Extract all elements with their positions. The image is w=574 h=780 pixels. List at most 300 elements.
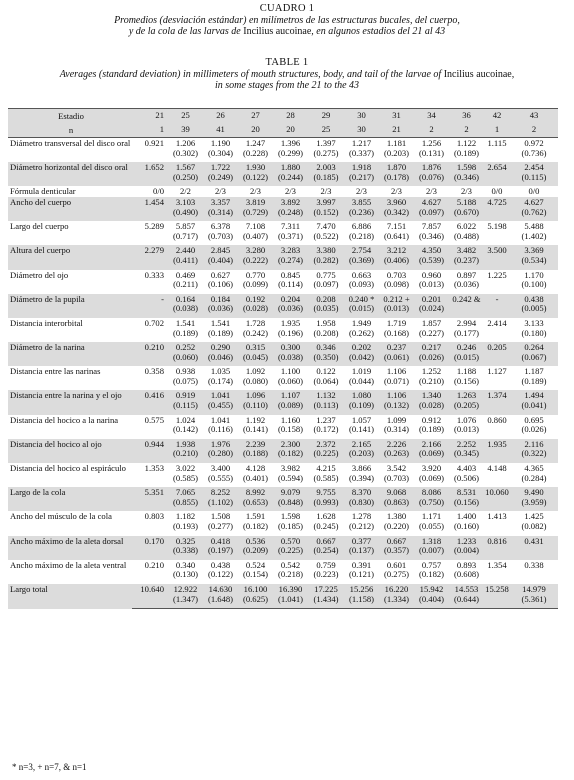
sd-cell: (0.350) [308, 353, 344, 367]
sd-cell: (0.274) [273, 256, 308, 270]
mean-cell: 0.202 [344, 342, 379, 353]
sd-cell: (0.046) [203, 353, 238, 367]
mean-cell: 8.992 [238, 487, 273, 498]
mean-cell: 1.949 [351, 317, 372, 328]
sd-cell: (0.248) [273, 208, 308, 222]
mean-cell: 2.414 [487, 317, 507, 328]
mean-cell: 0.438 [210, 559, 231, 570]
sd-cell: (0.080) [242, 375, 269, 386]
mean-cell: 3.819 [238, 197, 273, 208]
sd-cell: (0.203) [383, 147, 410, 158]
mean-cell: 3.400 [210, 463, 231, 474]
mean-cell: 1.080 [344, 390, 379, 401]
mean-cell: 2/3 [285, 186, 296, 197]
sd-cell: (0.099) [242, 279, 269, 290]
mean-cell: 1.076 [456, 414, 477, 425]
mean-cell: 9.068 [379, 487, 414, 498]
sd-cell [510, 546, 558, 560]
mean-cell: 1.187 [524, 366, 544, 377]
header-stage-cell: 31 [379, 109, 414, 124]
sd-cell: (0.302) [172, 147, 199, 158]
sd-cell [484, 474, 510, 488]
mean-cell: 0.358 [144, 366, 164, 377]
mean-cell: 0/0 [153, 186, 164, 197]
mean-cell: 3.482 [449, 245, 484, 256]
sd-cell [484, 280, 510, 294]
row-label: Ancho máximo de la aleta dorsal [8, 536, 132, 560]
sd-cell: (0.411) [168, 256, 203, 270]
sd-cell: (0.189) [172, 327, 199, 338]
sd-cell: (0.703) [383, 472, 410, 483]
mean-cell: 0.536 [238, 536, 273, 547]
sd-cell: (0.729) [238, 208, 273, 222]
sd-cell: (0.156) [449, 498, 484, 512]
sd-cell: (0.188) [238, 449, 273, 463]
sd-cell: (0.209) [238, 546, 273, 560]
header-row-n [8, 123, 558, 138]
mean-cell: 2.300 [273, 439, 308, 450]
sd-cell: (0.196) [277, 327, 304, 338]
sd-cell: (0.015) [344, 304, 379, 318]
sd-cell: (0.089) [273, 401, 308, 415]
mean-cell: 3.103 [168, 197, 203, 208]
mean-cell: 1.374 [484, 390, 510, 401]
sd-cell: (0.122) [238, 173, 273, 187]
sd-cell: (0.004) [449, 546, 484, 560]
sd-cell: (0.830) [344, 498, 379, 512]
mean-cell: 2.845 [203, 245, 238, 256]
sd-cell: (0.141) [348, 424, 375, 435]
mean-cell: 1.935 [484, 439, 510, 450]
sd-cell: (0.345) [449, 449, 484, 463]
mean-cell: 3.500 [484, 245, 510, 256]
sd-cell: (0.506) [453, 472, 480, 483]
sd-cell: (0.304) [207, 147, 234, 158]
mean-cell: 1.591 [245, 511, 266, 522]
mean-cell: 1.192 [245, 414, 266, 425]
mean-cell: 2.116 [510, 439, 558, 450]
mean-cell: 1.935 [280, 317, 301, 328]
mean-cell: 3.997 [308, 197, 344, 208]
sd-cell: (0.357) [379, 546, 414, 560]
sd-cell: (0.189) [521, 375, 547, 386]
mean-cell: 1.652 [132, 162, 168, 173]
sd-cell: (0.115) [168, 401, 203, 415]
header-stage-cell: 21 [132, 109, 168, 124]
sd-cell: (0.218) [277, 569, 304, 580]
sd-cell: (0.131) [418, 147, 445, 158]
mean-cell: 0.912 [421, 414, 442, 425]
mean-cell: 1.190 [210, 138, 231, 148]
row-label: Largo de la cola [8, 487, 132, 511]
row-label: Ancho máximo de la aleta ventral [10, 559, 127, 570]
mean-cell: 0.325 [168, 536, 203, 547]
mean-cell: 4.365 [524, 463, 544, 474]
mean-cell: 1.722 [203, 162, 238, 173]
sd-cell [484, 522, 510, 536]
sd-cell: (0.282) [308, 256, 344, 270]
sd-cell: (0.097) [414, 208, 449, 222]
table-footnote: * n=3, + n=7, & n=1 [12, 762, 87, 772]
mean-cell: 1.598 [280, 511, 301, 522]
sd-cell: (0.036) [273, 304, 308, 318]
mean-cell: 0.667 [379, 536, 414, 547]
mean-cell: 2/2 [180, 186, 191, 197]
sd-cell: (0.641) [383, 230, 410, 241]
sd-cell: (0.067) [510, 353, 558, 367]
sd-cell [132, 173, 168, 187]
mean-cell: 3.133 [524, 317, 544, 328]
mean-cell: 2.994 [456, 317, 477, 328]
row-label: Distancia del hocico al ojo [8, 439, 132, 463]
sd-cell: (0.228) [242, 147, 269, 158]
mean-cell: 1.115 [487, 138, 507, 148]
mean-cell: 5.857 [175, 221, 196, 232]
mean-cell: 14.630 [203, 584, 238, 595]
sd-cell: (0.189) [207, 327, 234, 338]
sd-cell [484, 232, 510, 246]
header-n-label: n [8, 123, 132, 138]
mean-cell: 7.151 [386, 221, 407, 232]
mean-cell: 0.346 [308, 342, 344, 353]
mean-cell: 0.217 [414, 342, 449, 353]
sd-cell: (0.158) [277, 424, 304, 435]
mean-cell: 14.553 [449, 584, 484, 595]
sd-cell: (0.168) [383, 327, 410, 338]
sd-cell: (0.762) [510, 208, 558, 222]
mean-cell: 0.184 [203, 294, 238, 305]
mean-cell: 4.403 [456, 463, 477, 474]
sd-cell: (0.993) [308, 498, 344, 512]
mean-cell: 1.099 [386, 414, 407, 425]
mean-cell: 1.247 [245, 138, 266, 148]
sd-cell: (0.189) [418, 424, 445, 435]
mean-cell: 3.369 [510, 245, 558, 256]
mean-cell: 0.315 [238, 342, 273, 353]
mean-cell: 8.086 [414, 487, 449, 498]
mean-cell: 1.041 [210, 414, 231, 425]
header-stage-label: Estadio [8, 109, 132, 124]
mean-cell: - [484, 294, 510, 305]
sd-cell: (0.218) [348, 230, 375, 241]
mean-cell: 0.391 [351, 559, 372, 570]
sd-cell: (0.028) [414, 401, 449, 415]
sd-cell [484, 329, 510, 343]
header-n-cell: 2 [510, 123, 558, 138]
sd-cell: (1.347) [168, 595, 203, 609]
header-n-cell: 2 [414, 123, 449, 138]
sd-cell: (0.244) [273, 173, 308, 187]
sd-cell: (0.488) [453, 230, 480, 241]
mean-cell: 2/3 [250, 186, 261, 197]
sd-cell: (0.174) [207, 375, 234, 386]
mean-cell: 1.019 [351, 366, 372, 377]
mean-cell: 16.100 [238, 584, 273, 595]
mean-cell: 1.400 [456, 511, 477, 522]
sd-cell: (0.337) [348, 147, 375, 158]
sd-cell: (0.172) [313, 424, 339, 435]
sd-cell: (0.205) [449, 401, 484, 415]
mean-cell: 0.246 [449, 342, 484, 353]
sd-cell: (0.035) [308, 304, 344, 318]
mean-cell: 1.567 [168, 162, 203, 173]
mean-cell: 0.210 [132, 342, 168, 353]
mean-cell: 1.188 [456, 366, 477, 377]
sd-cell [484, 401, 510, 415]
mean-cell: 6.022 [456, 221, 477, 232]
mean-cell: 1.107 [273, 390, 308, 401]
mean-cell: 1.041 [203, 390, 238, 401]
sd-cell: (0.114) [278, 279, 303, 290]
caption-spanish [0, 3, 574, 38]
sd-cell: (0.254) [308, 546, 344, 560]
table-row [8, 584, 558, 595]
mean-cell: 0.757 [421, 559, 442, 570]
mean-cell: 1.958 [316, 317, 336, 328]
mean-cell: 0.438 [510, 294, 558, 305]
header-stage-cell: 27 [238, 109, 273, 124]
sd-cell: (0.225) [308, 449, 344, 463]
mean-cell: 3.960 [379, 197, 414, 208]
mean-cell: 1.353 [144, 463, 164, 474]
mean-cell: 0.663 [351, 269, 372, 280]
sd-cell: (0.212) [348, 521, 375, 531]
header-stage-cell: 29 [308, 109, 344, 124]
sd-cell: (0.045) [238, 353, 273, 367]
sd-cell: (0.060) [277, 375, 304, 386]
sd-cell [132, 208, 168, 222]
sd-cell [132, 149, 168, 163]
mean-cell: 3.212 [379, 245, 414, 256]
sd-cell: (0.182) [273, 449, 308, 463]
mean-cell: 0.524 [245, 559, 266, 570]
sd-cell: (0.203) [344, 449, 379, 463]
sd-cell: (0.178) [379, 173, 414, 187]
sd-cell: (0.130) [172, 569, 199, 580]
row-label: Distancia del hocico a la narina [10, 414, 119, 425]
mean-cell: 15.258 [485, 583, 509, 594]
table-row [8, 318, 558, 329]
sd-cell: (0.625) [238, 595, 273, 609]
row-label: Ancho del cuerpo [8, 197, 132, 221]
mean-cell: 4.725 [484, 197, 510, 208]
mean-cell: 1.170 [524, 269, 544, 280]
sd-cell: (0.275) [383, 569, 410, 580]
mean-cell: 0.416 [132, 390, 168, 401]
mean-cell: 1.598 [449, 162, 484, 173]
sd-cell: (0.490) [168, 208, 203, 222]
mean-cell: 1.035 [210, 366, 231, 377]
mean-cell: 1.880 [273, 162, 308, 173]
sd-cell [132, 304, 168, 318]
mean-cell: 5.351 [132, 487, 168, 498]
sd-cell [484, 353, 510, 367]
mean-cell: 0.264 [510, 342, 558, 353]
mean-cell: 3.283 [273, 245, 308, 256]
mean-cell: 0.242 & [449, 294, 484, 305]
sd-cell: (0.142) [172, 424, 199, 435]
mean-cell: 3.280 [238, 245, 273, 256]
sd-cell [132, 353, 168, 367]
sd-cell: (0.024) [414, 304, 449, 318]
mean-cell: 4.627 [510, 197, 558, 208]
sd-cell: (0.346) [449, 173, 484, 187]
sd-cell: (1.102) [203, 498, 238, 512]
mean-cell: 0.300 [273, 342, 308, 353]
sd-cell: (0.100) [521, 279, 547, 290]
mean-cell: 4.627 [414, 197, 449, 208]
sd-cell [132, 425, 168, 439]
sd-cell: (0.177) [453, 327, 480, 338]
sd-cell [484, 449, 510, 463]
mean-cell: 0.377 [344, 536, 379, 547]
sd-cell: (0.608) [453, 569, 480, 580]
header-stage-cell: 30 [344, 109, 379, 124]
sd-cell [132, 401, 168, 415]
sd-cell: (0.044) [348, 375, 375, 386]
sd-cell: (0.644) [449, 595, 484, 609]
mean-cell: 1.225 [487, 269, 507, 280]
mean-cell: 0.192 [238, 294, 273, 305]
mean-cell: 2/3 [461, 186, 472, 197]
sd-cell: (0.156) [453, 375, 480, 386]
mean-cell: 0.210 [144, 559, 164, 570]
mean-cell: 1.494 [510, 390, 558, 401]
sd-cell [484, 149, 510, 163]
sd-cell: (1.334) [379, 595, 414, 609]
header-stage-cell: 34 [414, 109, 449, 124]
mean-cell: 1.340 [414, 390, 449, 401]
mean-cell: 0.290 [203, 342, 238, 353]
sd-cell: (0.855) [168, 498, 203, 512]
mean-cell: 1.217 [351, 138, 372, 148]
mean-cell: 0.775 [316, 269, 336, 280]
measurements-table [8, 108, 558, 609]
sd-cell: (0.042) [344, 353, 379, 367]
mean-cell: 1.857 [421, 317, 442, 328]
sd-cell [132, 522, 168, 536]
mean-cell: 3.357 [203, 197, 238, 208]
mean-cell: 1.876 [414, 162, 449, 173]
sd-cell: (0.193) [172, 521, 199, 531]
mean-cell: 1.380 [386, 511, 407, 522]
sd-cell: (0.736) [521, 147, 547, 158]
sd-cell: (1.402) [521, 230, 547, 241]
sd-cell: (1.041) [273, 595, 308, 609]
mean-cell: 1.918 [344, 162, 379, 173]
mean-cell: 0.601 [386, 559, 407, 570]
mean-cell: 1.160 [280, 414, 301, 425]
sd-cell [484, 173, 510, 187]
mean-cell: 0.338 [524, 559, 544, 570]
sd-cell: (0.109) [344, 401, 379, 415]
sd-cell: (0.116) [208, 424, 233, 435]
sd-cell: (0.653) [238, 498, 273, 512]
mean-cell: 0.972 [524, 138, 544, 148]
header-n-cell: 1 [484, 123, 510, 138]
mean-cell: 17.225 [308, 584, 344, 595]
row-label: Largo del cuerpo [10, 221, 69, 232]
mean-cell: 0.237 [379, 342, 414, 353]
mean-cell: 16.220 [379, 584, 414, 595]
species-name-es: Incilius aucoinae [243, 26, 312, 37]
mean-cell: 1.628 [316, 511, 336, 522]
mean-cell: 2.372 [308, 439, 344, 450]
row-label: Distancia del hocico al espiráculo [10, 463, 126, 474]
sd-cell: (0.071) [383, 375, 410, 386]
header-stage-cell: 26 [203, 109, 238, 124]
header-n-cell: 2 [449, 123, 484, 138]
sd-cell: (0.082) [521, 521, 547, 531]
sd-cell [132, 546, 168, 560]
sd-cell: (0.236) [344, 208, 379, 222]
sd-cell: (0.210) [168, 449, 203, 463]
sd-cell: (0.160) [453, 521, 480, 531]
caption-es-label: CUADRO 1 [259, 3, 315, 14]
sd-cell: (0.217) [344, 173, 379, 187]
mean-cell: 0.897 [456, 269, 477, 280]
sd-cell: (0.098) [383, 279, 410, 290]
mean-cell: 1.508 [210, 511, 231, 522]
mean-cell: 0/0 [528, 186, 540, 197]
mean-cell: 3.920 [421, 463, 442, 474]
row-label: Diámetro del ojo [10, 269, 69, 280]
sd-cell: (0.210) [418, 375, 445, 386]
mean-cell: 1.122 [456, 138, 477, 148]
mean-cell: 1.425 [524, 511, 544, 522]
mean-cell: - [132, 294, 168, 305]
mean-cell: 1.541 [210, 317, 231, 328]
mean-cell: 15.942 [414, 584, 449, 595]
mean-cell: 1.182 [175, 511, 196, 522]
sd-cell: (0.097) [313, 279, 339, 290]
row-label: Diámetro transversal del disco oral [10, 138, 131, 148]
mean-cell: 7.857 [421, 221, 442, 232]
row-label: Largo total [8, 584, 132, 609]
mean-cell: 2.252 [449, 439, 484, 450]
mean-cell: 6.378 [210, 221, 231, 232]
mean-cell: 9.079 [273, 487, 308, 498]
sd-cell: (0.185) [308, 173, 344, 187]
mean-cell: 0.695 [524, 414, 544, 425]
mean-cell: 0.170 [132, 536, 168, 547]
mean-cell: 0.469 [175, 269, 196, 280]
sd-cell: (0.455) [203, 401, 238, 415]
sd-cell: (0.750) [414, 498, 449, 512]
mean-cell: 10.060 [485, 487, 509, 498]
caption-en-label: TABLE 1 [265, 57, 309, 68]
header-stage-cell: 28 [273, 109, 308, 124]
sd-cell: (0.585) [313, 472, 339, 483]
sd-cell [484, 595, 510, 609]
sd-cell: (0.038) [168, 304, 203, 318]
sd-cell: (0.154) [242, 569, 269, 580]
mean-cell: 5.198 [487, 221, 507, 232]
header-row-stage [8, 109, 558, 124]
row-label: Diámetro de la pupila [8, 294, 132, 318]
sd-cell: (0.237) [449, 256, 484, 270]
sd-cell: (0.227) [418, 327, 445, 338]
header-n-cell: 1 [132, 123, 168, 138]
sd-cell: (0.703) [207, 230, 234, 241]
mean-cell: 6.886 [351, 221, 372, 232]
mean-cell: 2.654 [484, 162, 510, 173]
row-label: Diámetro horizontal del disco oral [8, 162, 132, 186]
sd-cell [132, 449, 168, 463]
mean-cell: 1.127 [487, 366, 507, 377]
mean-cell: 1.256 [421, 138, 442, 148]
mean-cell: 1.541 [175, 317, 196, 328]
